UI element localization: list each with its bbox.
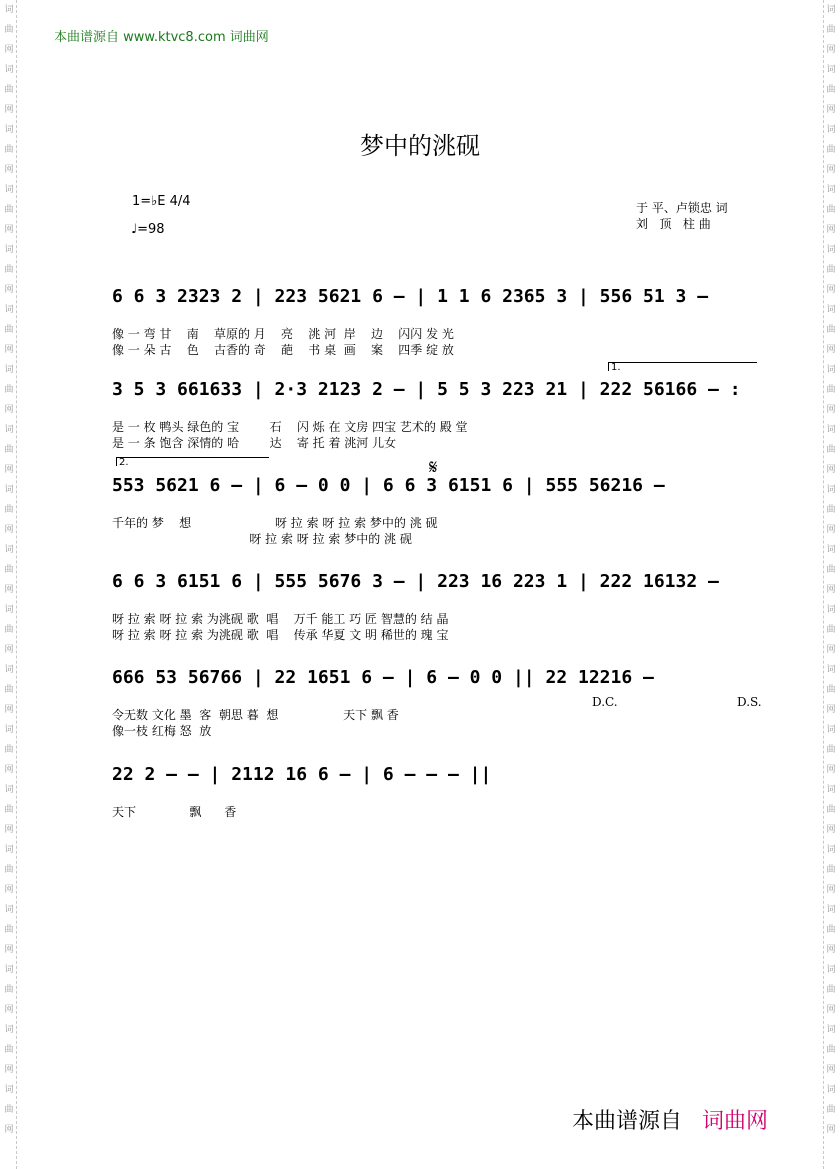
watermark-glyph: 曲 <box>4 865 14 875</box>
watermark-glyph: 网 <box>826 705 836 715</box>
watermark-glyph: 网 <box>826 945 836 955</box>
watermark-glyph: 词 <box>826 905 836 915</box>
watermark-glyph: 词 <box>4 245 14 255</box>
watermark-glyph: 词 <box>826 125 836 135</box>
watermark-glyph: 网 <box>4 105 14 115</box>
watermark-glyph: 曲 <box>826 805 836 815</box>
watermark-glyph: 曲 <box>826 745 836 755</box>
watermark-glyph: 曲 <box>4 385 14 395</box>
lyric-verse-2: 像 一 朵 古 色 古香的 奇 葩 书 桌 画 案 四季 绽 放 <box>112 343 454 357</box>
watermark-glyph: 网 <box>826 525 836 535</box>
watermark-glyph: 网 <box>826 1005 836 1015</box>
lyricist: 于 平、卢锁忠 词 <box>636 201 728 215</box>
watermark-glyph: 网 <box>4 345 14 355</box>
watermark-glyph: 网 <box>4 225 14 235</box>
watermark-glyph: 网 <box>4 405 14 415</box>
watermark-glyph: 曲 <box>4 505 14 515</box>
watermark-glyph: 曲 <box>826 625 836 635</box>
watermark-glyph: 词 <box>826 485 836 495</box>
watermark-glyph: 词 <box>4 965 14 975</box>
notation-line: 553 5621 6 – | 6 – 0 0 | 6 6 3 6151 6 | 555 56216 – <box>112 475 665 496</box>
watermark-glyph: 网 <box>4 1125 14 1135</box>
watermark-glyph: 网 <box>826 405 836 415</box>
watermark-glyph: 曲 <box>826 145 836 155</box>
notation-line: 666 53 56766 | 22 1651 6 – | 6 – 0 0 || 22 12216 – <box>112 667 654 688</box>
watermark-glyph: 词 <box>826 1085 836 1095</box>
lyric-verse-1: 是 一 枚 鸭头 绿色的 宝 石 闪 烁 在 文房 四宝 艺术的 殿 堂 <box>112 420 468 434</box>
lyric-verse-1: 令无数 文化 墨 客 朝思 暮 想 天下 飘 香 <box>112 708 399 722</box>
notation-line: 22 2 – – | 2112 16 6 – | 6 – – – || <box>112 764 492 785</box>
watermark-glyph: 词 <box>4 905 14 915</box>
watermark-column-right <box>823 0 838 1169</box>
watermark-glyph: 网 <box>4 825 14 835</box>
watermark-glyph: 网 <box>826 1065 836 1075</box>
watermark-glyph: 词 <box>826 185 836 195</box>
lyric-verse-1: 千年的 梦 想 呀 拉 索 呀 拉 索 梦中的 洮 砚 <box>112 516 438 530</box>
watermark-glyph: 词 <box>826 425 836 435</box>
watermark-glyph: 词 <box>4 785 14 795</box>
watermark-glyph: 曲 <box>826 925 836 935</box>
lyric-verse-1: 像 一 弯 甘 南 草原的 月 亮 洮 河 岸 边 闪闪 发 光 <box>112 327 454 341</box>
watermark-glyph: 曲 <box>826 325 836 335</box>
watermark-glyph: 曲 <box>826 685 836 695</box>
watermark-glyph: 网 <box>4 585 14 595</box>
watermark-glyph: 曲 <box>4 625 14 635</box>
watermark-glyph: 网 <box>4 1065 14 1075</box>
brand-text: 本曲谱源自 <box>572 1109 683 1134</box>
watermark-glyph: 网 <box>826 105 836 115</box>
watermark-glyph: 曲 <box>826 865 836 875</box>
watermark-glyph: 网 <box>4 465 14 475</box>
watermark-glyph: 网 <box>4 885 14 895</box>
brand-site: 词曲网 <box>702 1109 769 1134</box>
credits <box>636 200 728 232</box>
watermark-glyph: 词 <box>4 425 14 435</box>
watermark-glyph: 曲 <box>826 505 836 515</box>
score-system-1 <box>112 282 762 358</box>
watermark-glyph: 网 <box>826 285 836 295</box>
volta-1-bracket: 1. <box>608 362 757 371</box>
watermark-glyph: 词 <box>4 545 14 555</box>
watermark-glyph: 词 <box>4 125 14 135</box>
watermark-glyph: 词 <box>4 1025 14 1035</box>
watermark-glyph: 网 <box>4 765 14 775</box>
watermark-glyph: 网 <box>826 645 836 655</box>
lyric-verse-2: 是 一 条 饱含 深情的 哈 达 寄 托 着 洮河 儿女 <box>112 436 397 450</box>
watermark-glyph: 词 <box>4 305 14 315</box>
lyric-verse-1: 呀 拉 索 呀 拉 索 为洮砚 歌 唱 万千 能工 巧 匠 智慧的 结 晶 <box>112 612 449 626</box>
watermark-glyph: 网 <box>826 345 836 355</box>
watermark-glyph: 曲 <box>4 745 14 755</box>
watermark-glyph: 曲 <box>826 205 836 215</box>
watermark-glyph: 曲 <box>4 985 14 995</box>
watermark-glyph: 曲 <box>4 85 14 95</box>
segno-sign: 𝄋 <box>429 455 438 479</box>
watermark-glyph: 曲 <box>826 85 836 95</box>
score-system-3 <box>112 471 762 547</box>
watermark-glyph: 网 <box>4 945 14 955</box>
watermark-glyph: 曲 <box>826 565 836 575</box>
watermark-glyph: 曲 <box>826 985 836 995</box>
lyric-verse-2: 像一枝 红梅 怒 放 <box>112 724 212 738</box>
watermark-glyph: 词 <box>4 365 14 375</box>
watermark-glyph: 曲 <box>826 265 836 275</box>
score-system-5 <box>112 663 762 739</box>
watermark-glyph: 网 <box>4 645 14 655</box>
watermark-glyph: 曲 <box>4 445 14 455</box>
watermark-glyph: 曲 <box>4 205 14 215</box>
bottom-brand <box>572 1104 768 1135</box>
source-header: 本曲谱源自 www.ktvc8.com 词曲网 <box>54 30 269 45</box>
watermark-glyph: 曲 <box>4 145 14 155</box>
watermark-glyph: 网 <box>826 825 836 835</box>
watermark-glyph: 曲 <box>826 1105 836 1115</box>
lyric-verse-2: 呀 拉 索 呀 拉 索 为洮砚 歌 唱 传承 华夏 文 明 稀世的 瑰 宝 <box>112 628 449 642</box>
watermark-glyph: 词 <box>826 605 836 615</box>
watermark-glyph: 曲 <box>826 25 836 35</box>
watermark-glyph: 曲 <box>4 1105 14 1115</box>
watermark-glyph: 曲 <box>4 265 14 275</box>
watermark-glyph: 网 <box>826 885 836 895</box>
watermark-glyph: 网 <box>4 285 14 295</box>
watermark-column-left <box>2 0 17 1169</box>
notation-line: 3 5 3 661633 | 2·3 2123 2 – | 5 5 3 223 21 | 222 56166 – : <box>112 379 741 400</box>
watermark-glyph: 网 <box>826 225 836 235</box>
watermark-glyph: 曲 <box>4 565 14 575</box>
lyric-verse-2: 呀 拉 索 呀 拉 索 梦中的 洮 砚 <box>112 532 412 546</box>
watermark-glyph: 词 <box>4 845 14 855</box>
watermark-glyph: 词 <box>826 545 836 555</box>
watermark-glyph: 词 <box>4 605 14 615</box>
watermark-glyph: 网 <box>4 165 14 175</box>
watermark-glyph: 词 <box>826 725 836 735</box>
score-system-4 <box>112 567 762 643</box>
watermark-glyph: 词 <box>826 785 836 795</box>
watermark-glyph: 词 <box>826 65 836 75</box>
watermark-glyph: 网 <box>826 465 836 475</box>
watermark-glyph: 词 <box>4 1085 14 1095</box>
watermark-glyph: 词 <box>4 725 14 735</box>
watermark-glyph: 曲 <box>826 445 836 455</box>
watermark-glyph: 曲 <box>4 805 14 815</box>
ds-mark: D.S. <box>737 695 762 709</box>
notation-line: 6 6 3 2323 2 | 223 5621 6 – | 1 1 6 2365 3 | 556 51 3 – <box>112 286 709 307</box>
watermark-glyph: 词 <box>4 485 14 495</box>
watermark-glyph: 词 <box>826 845 836 855</box>
watermark-glyph: 词 <box>4 65 14 75</box>
watermark-glyph: 网 <box>4 1005 14 1015</box>
watermark-glyph: 网 <box>826 585 836 595</box>
notation-line: 6 6 3 6151 6 | 555 5676 3 – | 223 16 223 1 | 222 16132 – <box>112 571 719 592</box>
dc-mark: D.C. <box>592 695 618 709</box>
watermark-glyph: 曲 <box>826 1045 836 1055</box>
volta-2-bracket: 2. <box>116 457 269 466</box>
watermark-glyph: 曲 <box>4 925 14 935</box>
lyric-verse-1: 天下 飘 香 <box>112 805 237 819</box>
watermark-glyph: 网 <box>4 705 14 715</box>
watermark-glyph: 词 <box>826 305 836 315</box>
watermark-glyph: 网 <box>826 165 836 175</box>
watermark-glyph: 曲 <box>4 325 14 335</box>
watermark-glyph: 词 <box>826 965 836 975</box>
watermark-glyph: 词 <box>4 185 14 195</box>
watermark-glyph: 网 <box>4 525 14 535</box>
watermark-glyph: 词 <box>826 1025 836 1035</box>
tempo-marking: ♩=98 <box>131 222 165 237</box>
watermark-glyph: 网 <box>826 45 836 55</box>
key-signature: 1=♭E 4/4 <box>132 194 191 209</box>
watermark-glyph: 曲 <box>4 685 14 695</box>
watermark-glyph: 网 <box>826 1125 836 1135</box>
watermark-glyph: 词 <box>4 665 14 675</box>
watermark-glyph: 词 <box>4 5 14 15</box>
watermark-glyph: 词 <box>826 665 836 675</box>
watermark-glyph: 词 <box>826 365 836 375</box>
score-system-6 <box>112 760 762 820</box>
watermark-glyph: 曲 <box>4 25 14 35</box>
watermark-glyph: 词 <box>826 245 836 255</box>
watermark-glyph: 曲 <box>4 1045 14 1055</box>
watermark-glyph: 词 <box>826 5 836 15</box>
watermark-glyph: 网 <box>4 45 14 55</box>
score-system-2 <box>112 375 762 451</box>
watermark-glyph: 曲 <box>826 385 836 395</box>
watermark-glyph: 网 <box>826 765 836 775</box>
song-title: 梦中的洮砚 <box>360 132 480 160</box>
composer: 刘 顶 柱 曲 <box>636 217 711 231</box>
